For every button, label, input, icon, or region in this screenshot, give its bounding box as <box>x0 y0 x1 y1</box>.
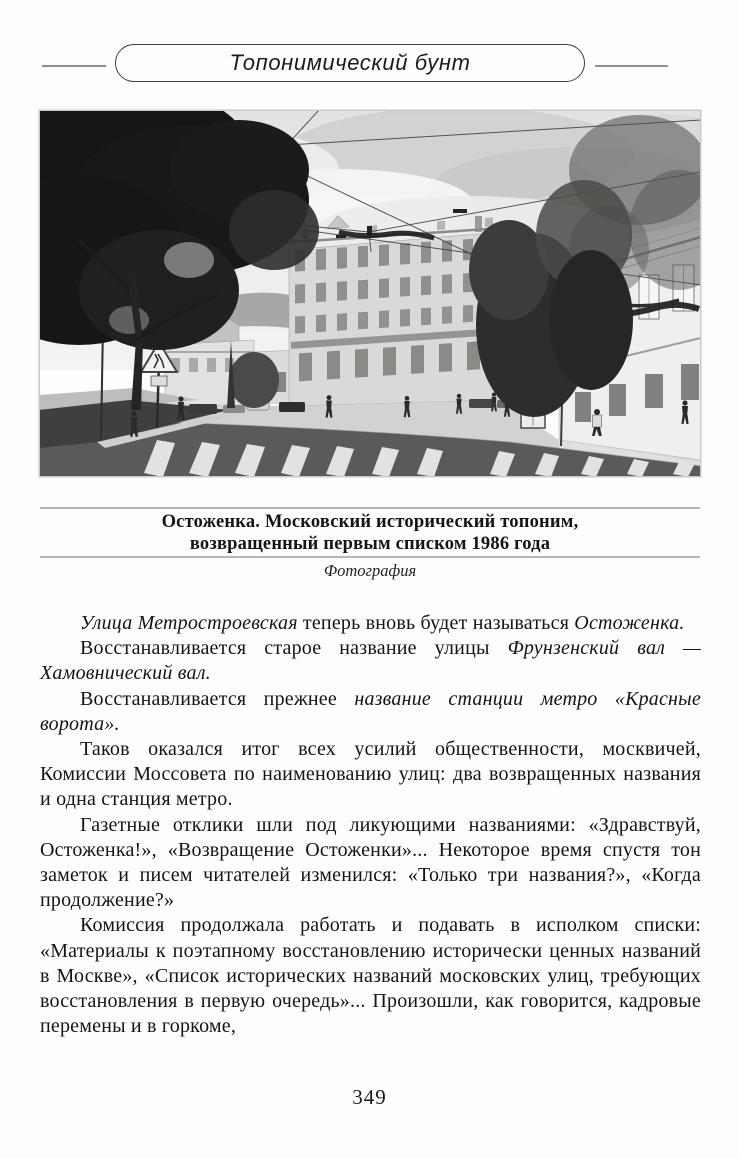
body-paragraph: Восстанавливается прежнее название станции метро «Красные ворота». <box>40 687 702 735</box>
body-paragraph: Улица Метростроевская теперь вновь будет называться Остоженка. <box>80 612 685 634</box>
body-paragraph: Таков оказался итог всех усилий общественности, москвичей, Комиссии Моссовета по наименованию улиц: два возвращенных названия и одна станция метро. <box>40 738 701 811</box>
body-text <box>40 611 701 1039</box>
body-paragraph: Комиссия продолжала работать и подавать в исполком списки: «Материалы к поэтапному восстановлению исторически ценных названий в Москве», «Список исторических названий московских улиц, требующих восстановления в первую очередь»... Произошли, как говорится, кадровые перемены и в горкоме, <box>40 914 701 1038</box>
caption-rule-bottom <box>40 556 700 558</box>
body-paragraph: Восстанавливается старое название улицы Фрунзенский вал — Хамовнический вал. <box>40 637 702 685</box>
photo-caption <box>40 511 700 555</box>
caption-line-1: Остоженка. Московский исторический топоним, <box>161 512 579 532</box>
body-paragraph: Газетные отклики шли под ликующими названиями: «Здравствуй, Остоженка!», «Возвращение Остоженки»... Некоторое время спустя тон заметок и писем читателей изменился: «Только три названия?», «Когда продолжение?» <box>40 813 701 912</box>
header-rule-left <box>42 65 106 67</box>
photo-credit: Фотография <box>323 561 417 580</box>
header-rule-right <box>595 65 668 67</box>
page-number: 349 <box>352 1085 387 1109</box>
caption-line-2: возвращенный первым списком 1986 года <box>189 534 551 554</box>
caption-rule-top <box>40 507 700 509</box>
chapter-title: Топонимический бунт <box>229 50 471 75</box>
street-photo <box>39 110 701 477</box>
chapter-header-cartouche <box>115 44 585 82</box>
